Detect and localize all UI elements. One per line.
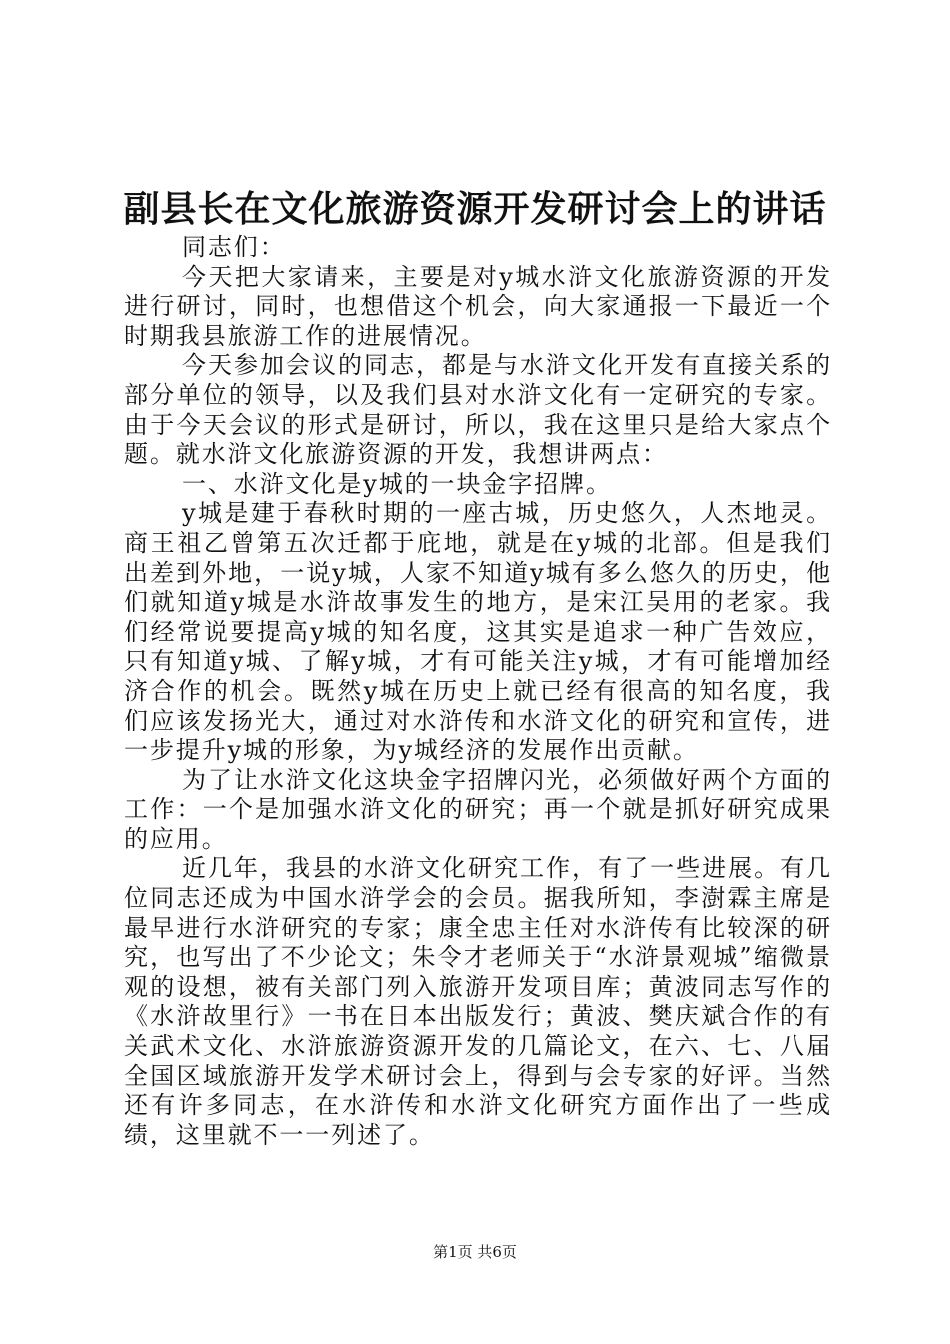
paragraph-research-progress: 近几年，我县的水浒文化研究工作，有了一些进展。有几位同志还成为中国水浒学会的会员。据我所知，李澍霖主席是最早进行水浒研究的专家；康全忠主任对水浒传有比较深的研究，也写出了不少论文；朱令才老师关于“水浒景观城”缩微景观的设想，被有关部门列入旅游开发项目库；黄波同志写作的《水浒故里行》一书在日本出版发行；黄波、樊庆斌合作的有关武术文化、水浒旅游资源开发的几篇论文，在六、七、八届全国区域旅游开发学术研讨会上，得到与会专家的好评。当然还有许多同志，在水浒传和水浒文化研究方面作出了一些成绩，这里就不一一列述了。 — [124, 854, 832, 1149]
paragraph-intro: 今天把大家请来，主要是对y城水浒文化旅游资源的开发进行研讨，同时，也想借这个机会，向大家通报一下最近一个时期我县旅游工作的进展情况。 — [124, 262, 832, 350]
section-heading-one: 一、水浒文化是y城的一块金字招牌。 — [182, 469, 612, 498]
page-number: 第1页 共6页 — [433, 1243, 517, 1261]
paragraph-attendees: 今天参加会议的同志，都是与水浒文化开发有直接关系的部分单位的领导，以及我们县对水浒文化有一定研究的专家。由于今天会议的形式是研讨，所以，我在这里只是给大家点个题。就水浒文化旅游资源的开发，我想讲两点： — [124, 351, 832, 469]
document-title: 副县长在文化旅游资源开发研讨会上的讲话 — [123, 188, 827, 230]
document-body — [124, 233, 832, 1150]
paragraph-history: y城是建于春秋时期的一座古城，历史悠久，人杰地灵。商王祖乙曾第五次迁都于庇地，就是在y城的北部。但是我们出差到外地，一说y城，人家不知道y城有多么悠久的历史，他们就知道y城是水浒故事发生的地方，是宋江吴用的老家。我们经常说要提高y城的知名度，这其实是追求一种广告效应，只有知道y城、了解y城，才有可能关注y城，才有可能增加经济合作的机会。既然y城在历史上就已经有很高的知名度，我们应该发扬光大，通过对水浒传和水浒文化的研究和宣传，进一步提升y城的形象，为y城经济的发展作出贡献。 — [124, 499, 832, 765]
paragraph-two-aspects: 为了让水浒文化这块金字招牌闪光，必须做好两个方面的工作：一个是加强水浒文化的研究；再一个就是抓好研究成果的应用。 — [124, 765, 832, 853]
paragraph-greeting: 同志们： — [182, 233, 286, 261]
